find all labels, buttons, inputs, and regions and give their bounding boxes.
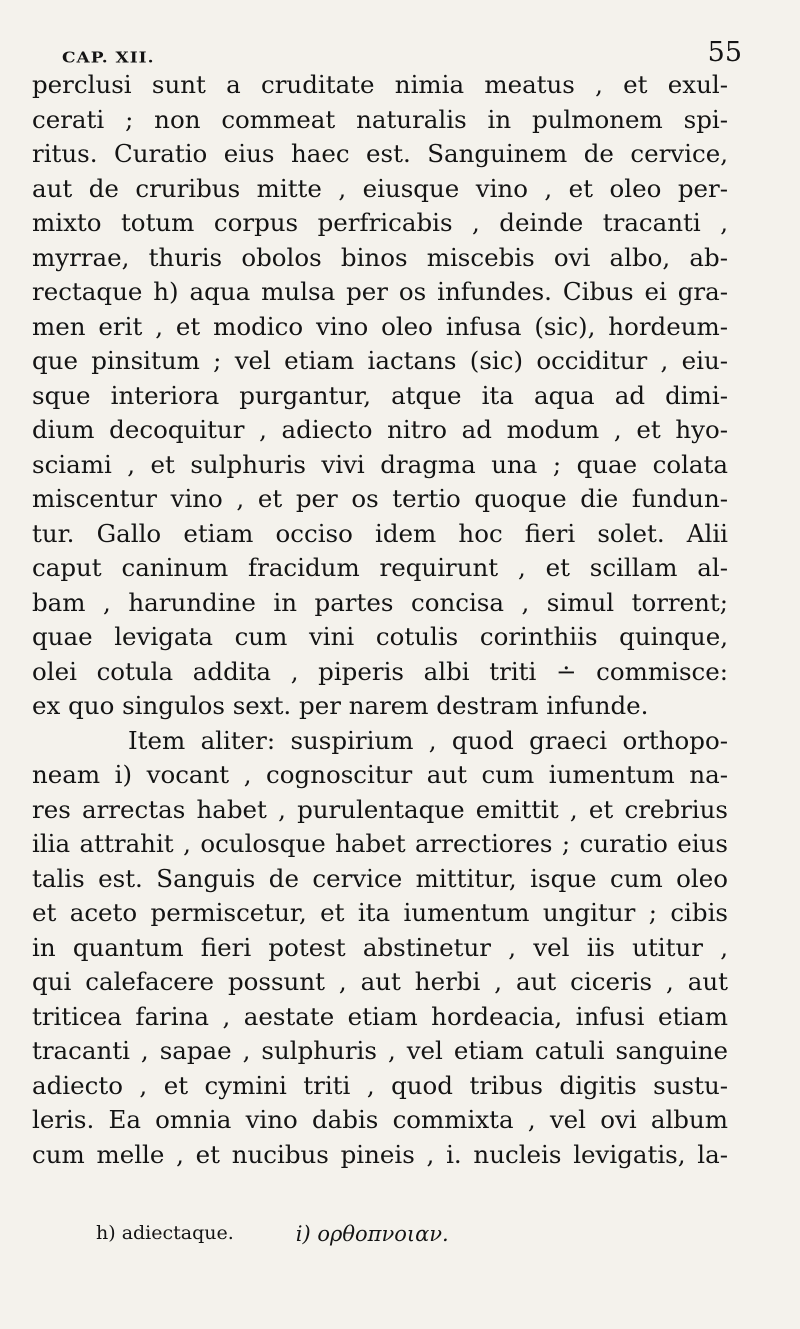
body-text <box>32 68 728 1172</box>
text-line: bam , harundine in partes concisa , simul torrent; <box>32 587 728 617</box>
text-line: neam i) vocant , cognoscitur aut cum iumentum na- <box>32 760 728 789</box>
text-line: cerati ; non commeat naturalis in pulmonem spi- <box>32 104 728 134</box>
text-line: ritus. Curatio eius haec est. Sanguinem de cervice, <box>32 139 728 168</box>
text-line: dium decoquitur , adiecto nitro ad modum , et hyo- <box>32 415 728 444</box>
text-line: caput caninum fracidum requirunt , et scillam al- <box>32 553 728 582</box>
text-line: olei cotula addita , piperis albi triti ∸ commisce: <box>32 656 728 686</box>
text-line: triticea farina , aestate etiam hordeacia, infusi etiam <box>32 1001 728 1031</box>
text-line: tracanti , sapae , sulphuris , vel etiam catuli sanguine <box>32 1036 728 1065</box>
text-line: rectaque h) aqua mulsa per os infundes. Cibus ei gra- <box>32 277 728 306</box>
paragraph-start-line: Item aliter: suspirium , quod graeci orthopo- <box>128 725 728 755</box>
text-line: leris. Ea omnia vino dabis commixta , vel ovi album <box>32 1105 728 1134</box>
text-line: sque interiora purgantur, atque ita aqua ad dimi- <box>32 380 728 410</box>
text-line: sciami , et sulphuris vivi dragma una ; quae colata <box>32 449 728 479</box>
text-line: perclusi sunt a cruditate nimia meatus , et exul- <box>32 70 728 99</box>
footnote-h: h) adiectaque. <box>96 1222 234 1244</box>
text-line: ilia attrahit , oculosque habet arrectiores ; curatio eius <box>32 829 728 858</box>
text-line: talis est. Sanguis de cervice mittitur, isque cum oleo <box>32 863 728 893</box>
text-line: qui calefacere possunt , aut herbi , aut ciceris , aut <box>32 967 728 996</box>
text-line: tur. Gallo etiam occiso idem hoc fieri solet. Alii <box>32 518 728 548</box>
text-line: cum melle , et nucibus pineis , i. nucleis levigatis, la- <box>32 1139 728 1169</box>
page-number: 55 <box>707 37 742 68</box>
text-line: in quantum fieri potest abstinetur , vel iis utitur , <box>32 932 728 962</box>
text-line: ex quo singulos sext. per narem destram infunde. <box>32 691 649 720</box>
text-line: aut de cruribus mitte , eiusque vino , et oleo per- <box>32 173 728 203</box>
text-line: men erit , et modico vino oleo infusa (sic), hordeum- <box>32 311 728 341</box>
footnote-i: i) ορθοπνοιαν. <box>295 1222 449 1246</box>
text-line: mixto totum corpus perfricabis , deinde tracanti , <box>32 208 728 237</box>
running-head: CAP. XII. <box>62 49 155 67</box>
text-line: quae levigata cum vini cotulis corinthiis quinque, <box>32 622 728 651</box>
footnotes <box>96 1222 449 1246</box>
text-line: adiecto , et cymini triti , quod tribus digitis sustu- <box>32 1070 728 1100</box>
text-line: et aceto permiscetur, et ita iumentum ungitur ; cibis <box>32 898 728 927</box>
text-line: myrrae, thuris obolos binos miscebis ovi albo, ab- <box>32 242 728 272</box>
text-line: miscentur vino , et per os tertio quoque die fundun- <box>32 484 728 513</box>
text-line: res arrectas habet , purulentaque emittit , et crebrius <box>32 794 728 824</box>
page-header <box>62 24 742 68</box>
text-line: que pinsitum ; vel etiam iactans (sic) occiditur , eiu- <box>32 346 728 375</box>
